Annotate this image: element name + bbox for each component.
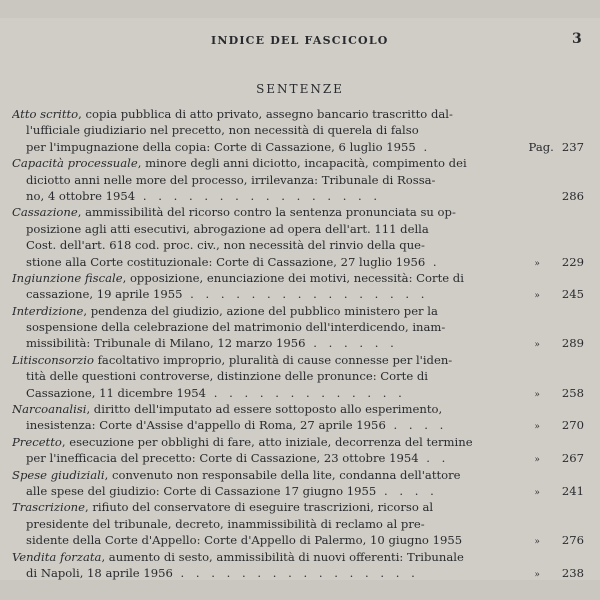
leader-dots: . . . . . .	[305, 336, 398, 351]
entry-text: cassazione, 19 aprile 1955	[26, 287, 183, 302]
page-number: 3	[572, 31, 582, 47]
leader-dots: . . . . . . . . . . . . .	[206, 385, 406, 400]
page-reference	[534, 385, 584, 401]
page-reference	[534, 483, 584, 499]
page-reference	[529, 139, 584, 155]
entry-text: , pendenza del giudizio, azione del pubblico ministero per la	[83, 303, 438, 318]
leader-dots: .	[415, 139, 432, 154]
entry-subject: Precetto	[12, 434, 62, 449]
entry-line	[12, 368, 592, 384]
index-entry	[12, 467, 592, 500]
index-entry	[12, 270, 592, 303]
page-number-ref: 237	[561, 139, 584, 154]
page-reference	[562, 188, 584, 204]
entry-text: Cost. dell'art. 618 cod. proc. civ., non necessità del rinvio della que-	[26, 238, 425, 253]
index-entry	[12, 499, 592, 548]
page-label: »	[534, 537, 540, 548]
leader-dots: . . . . . . . . . . . . . . . .	[182, 287, 429, 302]
entry-text: di Napoli, 18 aprile 1956	[26, 565, 173, 580]
page-reference	[534, 286, 584, 302]
page-number-ref: 238	[561, 565, 584, 580]
page-number-ref: 245	[561, 287, 584, 302]
entry-line	[12, 450, 592, 466]
page-number-ref: 286	[561, 188, 584, 203]
entry-text: , esecuzione per obblighi di fare, atto iniziale, decorrenza del termine	[61, 434, 473, 449]
entry-subject: Litisconsorzio	[12, 352, 94, 367]
page-reference	[534, 417, 584, 433]
entry-text: sidente della Corte d'Appello: Corte d'Appello di Palermo, 10 giugno 1955	[26, 533, 463, 548]
section-heading: SENTENZE	[256, 82, 344, 96]
leader-dots: . . . . . . . . . . . . . . . .	[135, 188, 382, 203]
page-header	[0, 31, 600, 50]
page-reference	[534, 532, 584, 548]
entry-subject: Atto scritto	[12, 107, 79, 121]
entry-line	[12, 516, 592, 532]
entry-line	[12, 401, 592, 417]
entry-line	[12, 155, 592, 171]
leader-dots: . . . .	[376, 483, 438, 498]
entry-text: , opposizione, enunciazione dei motivi, necessità: Corte di	[122, 270, 464, 285]
page-label: Pag.	[528, 139, 554, 154]
entry-text: , aumento di sesto, ammissibilità di nuovi offerenti: Tribunale	[101, 549, 464, 564]
entry-line	[12, 565, 592, 581]
entry-text: per l'inefficacia del precetto: Corte di Cassazione, 23 ottobre 1954	[26, 451, 419, 466]
entry-line	[12, 106, 592, 122]
page-number-ref: 258	[561, 385, 584, 400]
page-reference	[534, 450, 584, 466]
entry-subject: Capacità processuale	[12, 156, 138, 171]
index-entry	[12, 106, 592, 155]
entry-line	[12, 499, 592, 515]
entry-text: , ammissibilità del ricorso contro la sentenza pronunciata su op-	[77, 205, 456, 220]
entry-text: , rifiuto del conservatore di eseguire trascrizioni, ricorso al	[85, 500, 434, 515]
entry-text: stione alla Corte costituzionale: Corte di Cassazione, 27 luglio 1956	[26, 254, 426, 269]
page-label: »	[534, 455, 540, 466]
entry-text: , convenuto non responsabile della lite, condanna dell'attore	[104, 467, 461, 482]
entry-text: tità delle questioni controverse, distinzione delle pronunce: Corte di	[26, 369, 429, 384]
entry-line	[12, 204, 592, 220]
index-list	[12, 106, 592, 581]
header-title: INDICE DEL FASCICOLO	[211, 34, 389, 47]
index-entry	[12, 303, 592, 352]
entry-text: alle spese del giudizio: Corte di Cassazione 17 giugno 1955	[26, 483, 377, 498]
page-number-ref: 267	[561, 451, 584, 466]
document-page	[0, 18, 600, 580]
entry-subject: Narcoanalisi	[12, 402, 87, 417]
entry-line	[12, 549, 592, 565]
entry-line	[12, 335, 592, 351]
index-entry	[12, 352, 592, 401]
page-number-ref: 229	[561, 254, 584, 269]
entry-line	[12, 352, 592, 368]
page-label: »	[534, 389, 540, 400]
leader-dots: . . . . . . . . . . . . . . . .	[172, 565, 419, 580]
entry-subject: Cassazione	[12, 205, 78, 220]
index-entry	[12, 155, 592, 204]
entry-text: l'ufficiale giudiziario nel precetto, non necessità di querela di falso	[26, 123, 419, 138]
entry-line	[12, 172, 592, 188]
entry-line	[12, 237, 592, 253]
entry-line	[12, 467, 592, 483]
page-reference	[534, 565, 584, 581]
entry-subject: Ingiunzione fiscale	[12, 270, 123, 285]
leader-dots: .	[425, 254, 441, 269]
index-entry	[12, 434, 592, 467]
entry-line	[12, 139, 592, 155]
entry-line	[12, 483, 592, 499]
entry-text: presidente del tribunale, decreto, inammissibilità di reclamo al pre-	[26, 516, 425, 531]
page-number-ref: 276	[561, 533, 584, 548]
entry-line	[12, 254, 592, 270]
page-label: »	[534, 422, 540, 433]
entry-subject: Interdizione	[12, 303, 84, 318]
entry-text: missibilità: Tribunale di Milano, 12 marzo 1956	[26, 336, 306, 351]
leader-dots: . . . .	[385, 418, 448, 433]
entry-text: , diritto dell'imputato ad essere sottoposto allo esperimento,	[86, 402, 443, 417]
leader-dots: . .	[418, 451, 450, 466]
entry-text: , minore degli anni diciotto, incapacità, compimento dei	[137, 156, 467, 171]
entry-line	[12, 532, 592, 548]
page-reference	[534, 335, 584, 351]
entry-subject: Spese giudiziali	[12, 467, 105, 482]
entry-line	[12, 286, 592, 302]
page-label: »	[534, 258, 540, 269]
entry-line	[12, 319, 592, 335]
page-reference	[534, 254, 584, 270]
index-entry	[12, 204, 592, 270]
entry-line	[12, 188, 592, 204]
entry-line	[12, 270, 592, 286]
page-number-ref: 270	[561, 418, 584, 433]
entry-line	[12, 434, 592, 450]
entry-line	[12, 417, 592, 433]
page-number-ref: 241	[561, 483, 584, 498]
entry-line	[12, 221, 592, 237]
entry-line	[12, 122, 592, 138]
entry-text: inesistenza: Corte d'Assise d'appello di Roma, 27 aprile 1956	[26, 418, 386, 433]
page-label: »	[534, 569, 540, 580]
entry-subject: Trascrizione	[12, 500, 86, 515]
entry-text: no, 4 ottobre 1954	[26, 188, 136, 203]
entry-text: , copia pubblica di atto privato, assegno bancario trascritto dal-	[78, 107, 453, 121]
entry-subject: Vendita forzata	[12, 549, 102, 564]
page-number-ref: 289	[561, 336, 584, 351]
entry-text: Cassazione, 11 dicembre 1954	[26, 385, 207, 400]
entry-text: facoltativo improprio, pluralità di cause connesse per l'iden-	[93, 352, 453, 367]
entry-text: sospensione della celebrazione del matrimonio dell'interdicendo, inam-	[26, 320, 446, 335]
index-entry	[12, 401, 592, 434]
index-entry	[12, 549, 592, 582]
page-label: »	[534, 340, 540, 351]
entry-text: posizione agli atti esecutivi, abrogazione ad opera dell'art. 111 della	[26, 221, 429, 236]
entry-text: diciotto anni nelle more del processo, irrilevanza: Tribunale di Rossa-	[26, 172, 436, 187]
entry-line	[12, 385, 592, 401]
page-label: »	[534, 487, 540, 498]
entry-text: per l'impugnazione della copia: Corte di Cassazione, 6 luglio 1955	[26, 139, 416, 154]
page-label: »	[534, 291, 540, 302]
entry-line	[12, 303, 592, 319]
